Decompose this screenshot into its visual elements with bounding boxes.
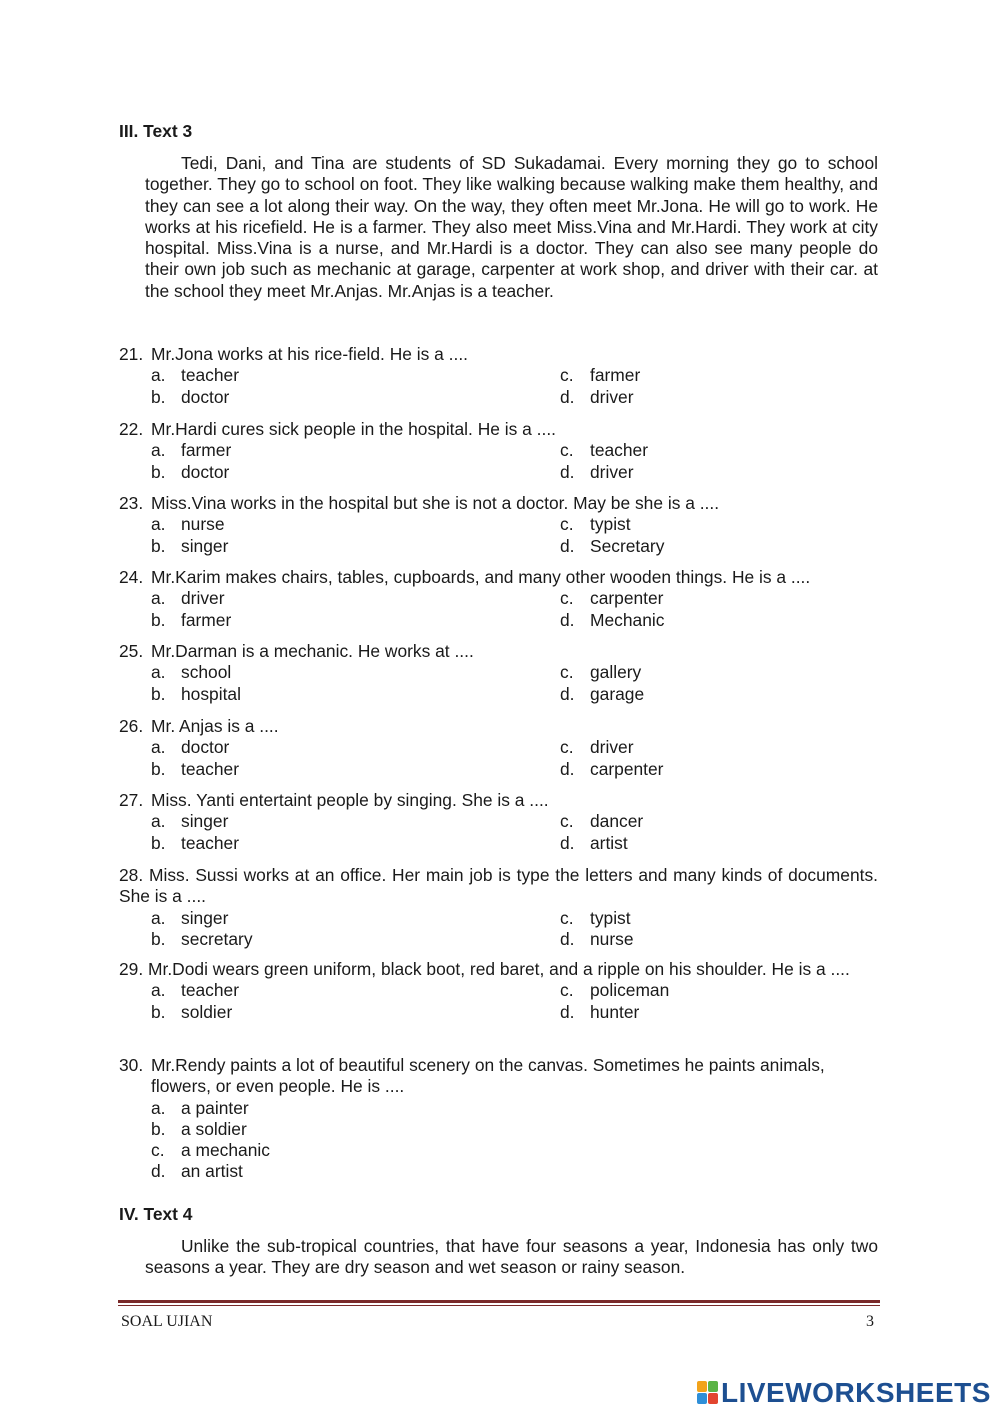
option-grid bbox=[151, 908, 878, 951]
option-text: a mechanic bbox=[181, 1140, 270, 1161]
option-letter: b. bbox=[151, 928, 166, 949]
option-letter: d. bbox=[560, 758, 575, 779]
option-text: farmer bbox=[181, 440, 232, 461]
option-c[interactable] bbox=[560, 440, 760, 461]
question-number: 27. bbox=[119, 790, 144, 810]
question-text: Mr.Darman is a mechanic. He works at .... bbox=[151, 641, 474, 661]
option-d[interactable] bbox=[560, 536, 760, 557]
option-letter: c. bbox=[560, 662, 574, 683]
option-a[interactable] bbox=[151, 1098, 560, 1119]
option-a[interactable] bbox=[151, 908, 560, 929]
option-letter: d. bbox=[560, 461, 575, 482]
option-letter: b. bbox=[151, 832, 166, 853]
option-text: singer bbox=[181, 811, 229, 832]
option-d[interactable] bbox=[151, 1161, 560, 1182]
option-d[interactable] bbox=[560, 387, 760, 408]
option-text: singer bbox=[181, 907, 229, 928]
option-grid bbox=[151, 588, 878, 631]
question-text: Mr.Karim makes chairs, tables, cupboards, and many other wooden things. He is a .... bbox=[151, 567, 811, 587]
footer-title: SOAL UJIAN bbox=[121, 1313, 213, 1330]
option-b[interactable] bbox=[151, 462, 560, 483]
option-text: an artist bbox=[181, 1161, 243, 1182]
option-text: teacher bbox=[590, 440, 649, 461]
option-d[interactable] bbox=[560, 610, 760, 631]
option-letter: c. bbox=[560, 907, 574, 928]
option-text: nurse bbox=[181, 514, 225, 535]
question-30 bbox=[119, 1055, 878, 1183]
option-d[interactable] bbox=[560, 833, 760, 854]
option-c[interactable] bbox=[560, 811, 760, 832]
question-28 bbox=[119, 865, 878, 950]
question-stem bbox=[119, 493, 878, 514]
option-text: teacher bbox=[181, 980, 240, 1001]
option-a[interactable] bbox=[151, 737, 560, 758]
question-text: Miss. Sussi works at an office. Her main job is type the letters and many kinds of documents. She is a .... bbox=[119, 865, 878, 907]
option-letter: d. bbox=[560, 832, 575, 853]
option-letter: b. bbox=[151, 1001, 166, 1022]
option-d[interactable] bbox=[560, 759, 760, 780]
option-letter: c. bbox=[560, 365, 574, 386]
option-letter: b. bbox=[151, 609, 166, 630]
option-letter: d. bbox=[560, 928, 575, 949]
option-letter: a. bbox=[151, 1097, 166, 1118]
question-stem bbox=[119, 344, 878, 365]
question-23 bbox=[119, 493, 878, 557]
option-letter: b. bbox=[151, 683, 166, 704]
option-c[interactable] bbox=[560, 980, 760, 1001]
option-text: carpenter bbox=[590, 588, 664, 609]
option-text: garage bbox=[590, 683, 645, 704]
option-text: artist bbox=[590, 832, 628, 853]
option-text: dancer bbox=[590, 811, 644, 832]
question-number: 23. bbox=[119, 493, 144, 513]
option-letter: d. bbox=[560, 1001, 575, 1022]
question-24 bbox=[119, 567, 878, 631]
option-text: carpenter bbox=[590, 758, 664, 779]
option-letter: c. bbox=[560, 440, 574, 461]
option-text: typist bbox=[590, 514, 631, 535]
option-text: doctor bbox=[181, 737, 230, 758]
option-letter: a. bbox=[151, 365, 166, 386]
option-text: policeman bbox=[590, 980, 670, 1001]
option-c[interactable] bbox=[560, 588, 760, 609]
option-grid bbox=[151, 440, 878, 483]
option-letter: b. bbox=[151, 1118, 166, 1139]
question-text: Mr.Jona works at his rice-field. He is a .... bbox=[151, 344, 468, 364]
question-number: 26. bbox=[119, 716, 144, 736]
option-letter: d. bbox=[560, 535, 575, 556]
option-text: driver bbox=[590, 737, 634, 758]
option-grid bbox=[151, 980, 878, 1023]
option-d[interactable] bbox=[560, 1002, 760, 1023]
option-letter: c. bbox=[560, 980, 574, 1001]
option-text: doctor bbox=[181, 461, 230, 482]
option-c[interactable] bbox=[560, 737, 760, 758]
reading-passage-text-4: Unlike the sub-tropical countries, that have four seasons a year, Indonesia has only two seasons a year. They are dry season and wet season or rainy season. bbox=[145, 1236, 878, 1278]
option-letter: a. bbox=[151, 440, 166, 461]
option-letter: a. bbox=[151, 811, 166, 832]
question-text: Mr.Hardi cures sick people in the hospital. He is a .... bbox=[151, 419, 556, 439]
option-list bbox=[151, 1098, 878, 1183]
brand-name: LIVEWORKSHEETS bbox=[721, 1377, 991, 1408]
option-text: hospital bbox=[181, 683, 241, 704]
question-27 bbox=[119, 790, 878, 854]
option-letter: b. bbox=[151, 386, 166, 407]
option-text: doctor bbox=[181, 386, 230, 407]
question-22 bbox=[119, 419, 878, 483]
option-letter: d. bbox=[151, 1161, 166, 1182]
option-text: driver bbox=[590, 386, 634, 407]
option-letter: b. bbox=[151, 535, 166, 556]
option-letter: b. bbox=[151, 758, 166, 779]
option-text: farmer bbox=[590, 365, 641, 386]
option-a[interactable] bbox=[151, 811, 560, 832]
option-letter: a. bbox=[151, 662, 166, 683]
option-d[interactable] bbox=[560, 462, 760, 483]
liveworksheets-logo[interactable] bbox=[697, 1378, 991, 1408]
option-letter: d. bbox=[560, 609, 575, 630]
option-letter: d. bbox=[560, 683, 575, 704]
option-grid bbox=[151, 662, 878, 705]
option-letter: c. bbox=[560, 588, 574, 609]
option-b[interactable] bbox=[151, 1002, 560, 1023]
question-stem bbox=[119, 790, 878, 811]
question-21 bbox=[119, 344, 878, 408]
question-number: 29. bbox=[119, 959, 144, 979]
option-text: driver bbox=[590, 461, 634, 482]
option-letter: b. bbox=[151, 461, 166, 482]
option-letter: c. bbox=[560, 811, 574, 832]
option-b[interactable] bbox=[151, 610, 560, 631]
option-b[interactable] bbox=[151, 387, 560, 408]
page-number: 3 bbox=[866, 1313, 874, 1330]
option-c[interactable] bbox=[560, 514, 760, 535]
option-letter: a. bbox=[151, 737, 166, 758]
section-heading-text-3: III. Text 3 bbox=[119, 121, 193, 141]
question-number: 28. bbox=[119, 865, 144, 885]
option-letter: d. bbox=[560, 386, 575, 407]
option-text: singer bbox=[181, 535, 229, 556]
option-b[interactable] bbox=[151, 684, 560, 705]
question-text: Mr. Anjas is a .... bbox=[151, 716, 279, 736]
reading-passage-text-3: Tedi, Dani, and Tina are students of SD Sukadamai. Every morning they go to school together. They go to school on foot. They like walking because walking make them healthy, and they can see a lot along their way. On the way, they often meet Mr.Jona. He will go to work. He works at his ricefield. He is a farmer. They also meet Miss.Vina and Mr.Hardi. They work at city hospital. Miss.Vina is a nurse, and Mr.Hardi is a doctor. They can also see many people do their own job such as mechanic at garage, carpenter at work shop, and driver with their car. at the school they meet Mr.Anjas. Mr.Anjas is a teacher. bbox=[145, 153, 878, 301]
option-text: nurse bbox=[590, 928, 634, 949]
option-letter: c. bbox=[560, 514, 574, 535]
option-grid bbox=[151, 737, 878, 780]
option-a[interactable] bbox=[151, 980, 560, 1001]
option-b[interactable] bbox=[151, 833, 560, 854]
question-stem bbox=[119, 716, 878, 737]
question-text: Miss.Vina works in the hospital but she is not a doctor. May be she is a .... bbox=[151, 493, 720, 513]
option-text: hunter bbox=[590, 1001, 640, 1022]
option-text: secretary bbox=[181, 928, 253, 949]
option-c[interactable] bbox=[560, 908, 760, 929]
option-a[interactable] bbox=[151, 440, 560, 461]
question-text: Mr.Rendy paints a lot of beautiful scenery on the canvas. Sometimes he paints animals, flowers, or even people. He is .... bbox=[151, 1055, 825, 1097]
question-stem bbox=[119, 641, 878, 662]
option-text: teacher bbox=[181, 832, 240, 853]
option-letter: a. bbox=[151, 907, 166, 928]
option-text: teacher bbox=[181, 758, 240, 779]
question-number: 24. bbox=[119, 567, 144, 587]
option-grid bbox=[151, 811, 878, 854]
option-text: Mechanic bbox=[590, 609, 665, 630]
question-26 bbox=[119, 716, 878, 780]
option-c[interactable] bbox=[560, 662, 760, 683]
option-letter: c. bbox=[151, 1140, 165, 1161]
option-letter: a. bbox=[151, 588, 166, 609]
footer-rule bbox=[118, 1300, 880, 1303]
option-text: typist bbox=[590, 907, 631, 928]
question-number: 21. bbox=[119, 344, 144, 364]
question-stem bbox=[119, 1055, 878, 1098]
option-b[interactable] bbox=[151, 1119, 560, 1140]
option-b[interactable] bbox=[151, 759, 560, 780]
option-letter: c. bbox=[560, 737, 574, 758]
question-text: Miss. Yanti entertaint people by singing. She is a .... bbox=[151, 790, 549, 810]
option-text: a soldier bbox=[181, 1118, 247, 1139]
option-text: driver bbox=[181, 588, 225, 609]
option-grid bbox=[151, 365, 878, 408]
question-stem bbox=[119, 865, 878, 908]
option-d[interactable] bbox=[560, 929, 760, 950]
option-d[interactable] bbox=[560, 684, 760, 705]
option-text: teacher bbox=[181, 365, 240, 386]
question-29 bbox=[119, 959, 878, 1023]
footer-rule-thin bbox=[118, 1305, 880, 1306]
question-text: Mr.Dodi wears green uniform, black boot, red baret, and a ripple on his shoulder. He is a .... bbox=[148, 959, 850, 979]
option-c[interactable] bbox=[560, 365, 760, 386]
question-stem bbox=[119, 567, 878, 588]
option-text: gallery bbox=[590, 662, 642, 683]
option-text: soldier bbox=[181, 1001, 233, 1022]
option-text: farmer bbox=[181, 609, 232, 630]
option-b[interactable] bbox=[151, 929, 560, 950]
question-stem bbox=[119, 419, 878, 440]
option-b[interactable] bbox=[151, 536, 560, 557]
question-number: 25. bbox=[119, 641, 144, 661]
option-text: school bbox=[181, 662, 232, 683]
option-text: Secretary bbox=[590, 535, 665, 556]
question-stem bbox=[119, 959, 878, 980]
option-letter: a. bbox=[151, 980, 166, 1001]
section-heading-text-4: IV. Text 4 bbox=[119, 1204, 193, 1224]
option-a[interactable] bbox=[151, 662, 560, 683]
question-number: 22. bbox=[119, 419, 144, 439]
question-number: 30. bbox=[119, 1055, 144, 1075]
option-c[interactable] bbox=[151, 1140, 560, 1161]
option-letter: a. bbox=[151, 514, 166, 535]
option-a[interactable] bbox=[151, 514, 560, 535]
question-25 bbox=[119, 641, 878, 705]
option-text: a painter bbox=[181, 1097, 249, 1118]
option-grid bbox=[151, 514, 878, 557]
option-a[interactable] bbox=[151, 588, 560, 609]
option-a[interactable] bbox=[151, 365, 560, 386]
liveworksheets-icon bbox=[697, 1381, 719, 1405]
